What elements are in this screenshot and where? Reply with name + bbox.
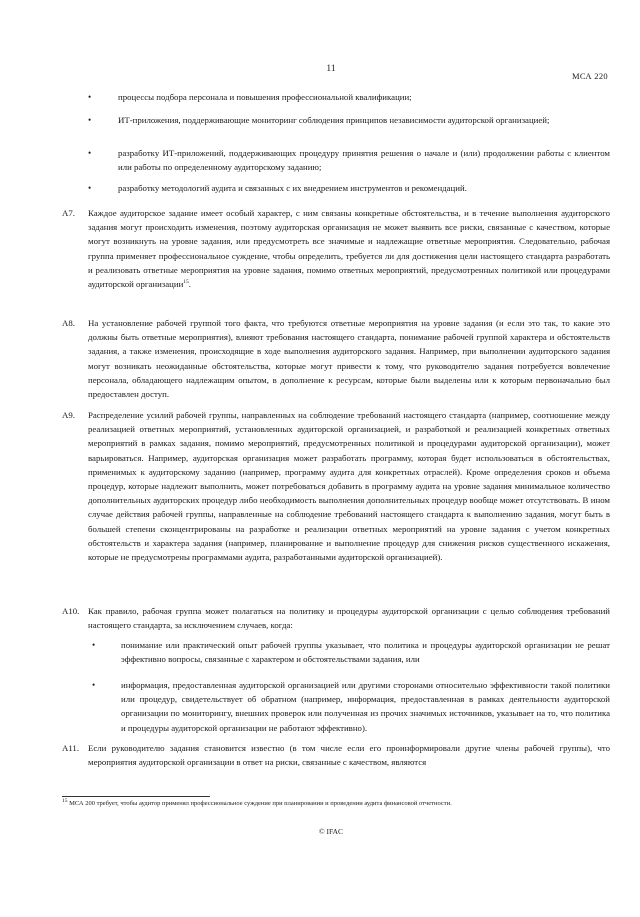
bullet-marker: • bbox=[88, 183, 92, 193]
paragraph-a9: Распределение усилий рабочей группы, направленных на соблюдение требований настоящего стандарта (например, соотношение между реализацией ответных мероприятий, установленных аудиторской организацией, и разработкой и реализацией конкретных ответных мероприятий в рамках задания, помимо мероприятий, предусмотренных политикой и процедурами аудиторской организации), может варьироваться. Например, аудиторская организация может разработать программу, которая будет использоваться в обстоятельствах, применимых к аудиторскому заданию (например, программу аудита для конкретных отраслей). Кроме определения сроков и объема процедур, которые надлежит выполнить, может потребоваться добавить в программу аудита на уровне задания минимальное количество дополнительных аудиторских процедур либо необходимость выполнения дополнительных процедур вообще может отсутствовать. В ином случае действия рабочей группы, направленные на соблюдение требований настоящего стандарта к выполнению задания, могут быть в большей степени сконцентрированы на разработке и реализации ответных мероприятий на уровне задания с учетом конкретных обстоятельств и характера задания (например, планирование и выполнение процедур для снижения рисков существенного искажения, которые не предусмотрены программами аудита, разработанными аудиторской организацией). bbox=[88, 410, 610, 563]
bullet-item: понимание или практический опыт рабочей группы указывает, что политика и процедуры аудиторской организации не решат эффективно вопросы, связанные с характером и обстоятельствами задания, или bbox=[121, 640, 610, 665]
paragraph-label: A7. bbox=[62, 208, 75, 218]
bullet-item: разработку методологий аудита и связанных с их внедрением инструментов и рекомендаций. bbox=[118, 183, 467, 193]
paragraph-label: A8. bbox=[62, 318, 75, 328]
bullet-item: разработку ИТ-приложений, поддерживающих процедуру принятия решения о начале и (или) продолжении работы с клиентом или работы по определенному аудиторскому заданию; bbox=[118, 148, 610, 173]
page-number: 11 bbox=[326, 64, 336, 74]
bullet-item: информация, предоставленная аудиторской организацией или другими сторонами относительно эффективности такой политики или процедур, свидетельствует об обратном (например, информация, предоставленная в рамках деятельности аудиторской организации по мониторингу, внешних проверок или полученная из прочих значимых источников, указывает на то, что политика и процедуры аудиторской организации не работают эффективно). bbox=[121, 680, 610, 733]
paragraph-label: A9. bbox=[62, 410, 75, 420]
paragraph-text: Каждое аудиторское задание имеет особый характер, с ним связаны конкретные обстоятельства, и в течение выполнения аудиторского задания могут происходить изменения, поэтому аудиторская организация не может выявить все риски, связанные с качеством, которые могут возникнуть на уровне задания, или предусмотреть все значимые и надлежащие ответные мероприятия. Следовательно, рабочая группа применяет профессиональное суждение, чтобы определить, требуется ли для достижения цели настоящего стандарта разработать и реализовать ответные мероприятия на уровне задания, помимо ответных мероприятий, предусмотренных политикой или процедурами аудиторской организации bbox=[88, 208, 610, 290]
bullet-item: процессы подбора персонала и повышения профессиональной квалификации; bbox=[118, 92, 412, 102]
footnote-ref[interactable]: 15 bbox=[183, 279, 189, 286]
footnote-number: 15 bbox=[62, 797, 68, 804]
paragraph-a10: Как правило, рабочая группа может полагаться на политику и процедуры аудиторской организации с целью соблюдения требований настоящего стандарта, за исключением случаев, когда: bbox=[88, 606, 610, 631]
bullet-item: ИТ-приложения, поддерживающие мониторинг соблюдения принципов независимости аудиторской организацией; bbox=[118, 115, 550, 125]
paragraph-label: A10. bbox=[62, 606, 80, 616]
footnote-divider bbox=[62, 796, 210, 797]
bullet-marker: • bbox=[88, 148, 92, 158]
paragraph-label: A11. bbox=[62, 743, 80, 753]
standard-code: МСА 220 bbox=[572, 71, 608, 81]
bullet-marker: • bbox=[92, 640, 96, 650]
footnote bbox=[62, 799, 610, 808]
footnote-text: МСА 200 требует, чтобы аудитор применял профессиональное суждение при планировании и проведении аудита финансовой отчетности. bbox=[67, 800, 452, 807]
bullet-marker: • bbox=[88, 92, 92, 102]
paragraph-a8: На установление рабочей группой того факта, что требуются ответные мероприятия на уровне задания (и если это так, то какие это должны быть ответные мероприятия), влияют требования настоящего стандарта, понимание рабочей группой характера и обстоятельств задания, а также изменения, происходящие в ходе выполнения аудиторского задания. Например, при выполнении аудиторского задания могут возникать неожиданные обстоятельства, которые могут привести к тому, что руководителю задания потребуется вовлечение персонала, обладающего надлежащим опытом, в дополнение к ресурсам, которые были выделены или к которым первоначально был предоставлен доступ. bbox=[88, 318, 610, 400]
paragraph-end: . bbox=[188, 279, 191, 290]
page-footer: © IFAC bbox=[318, 827, 344, 836]
paragraph-a11: Если руководителю задания становится известно (в том числе если его проинформировали другие члены рабочей группы), что мероприятия аудиторской организации в ответ на риски, связанные с качеством, являются bbox=[88, 743, 610, 768]
bullet-marker: • bbox=[92, 680, 96, 690]
paragraph-a7 bbox=[88, 206, 610, 291]
bullet-marker: • bbox=[88, 115, 92, 125]
